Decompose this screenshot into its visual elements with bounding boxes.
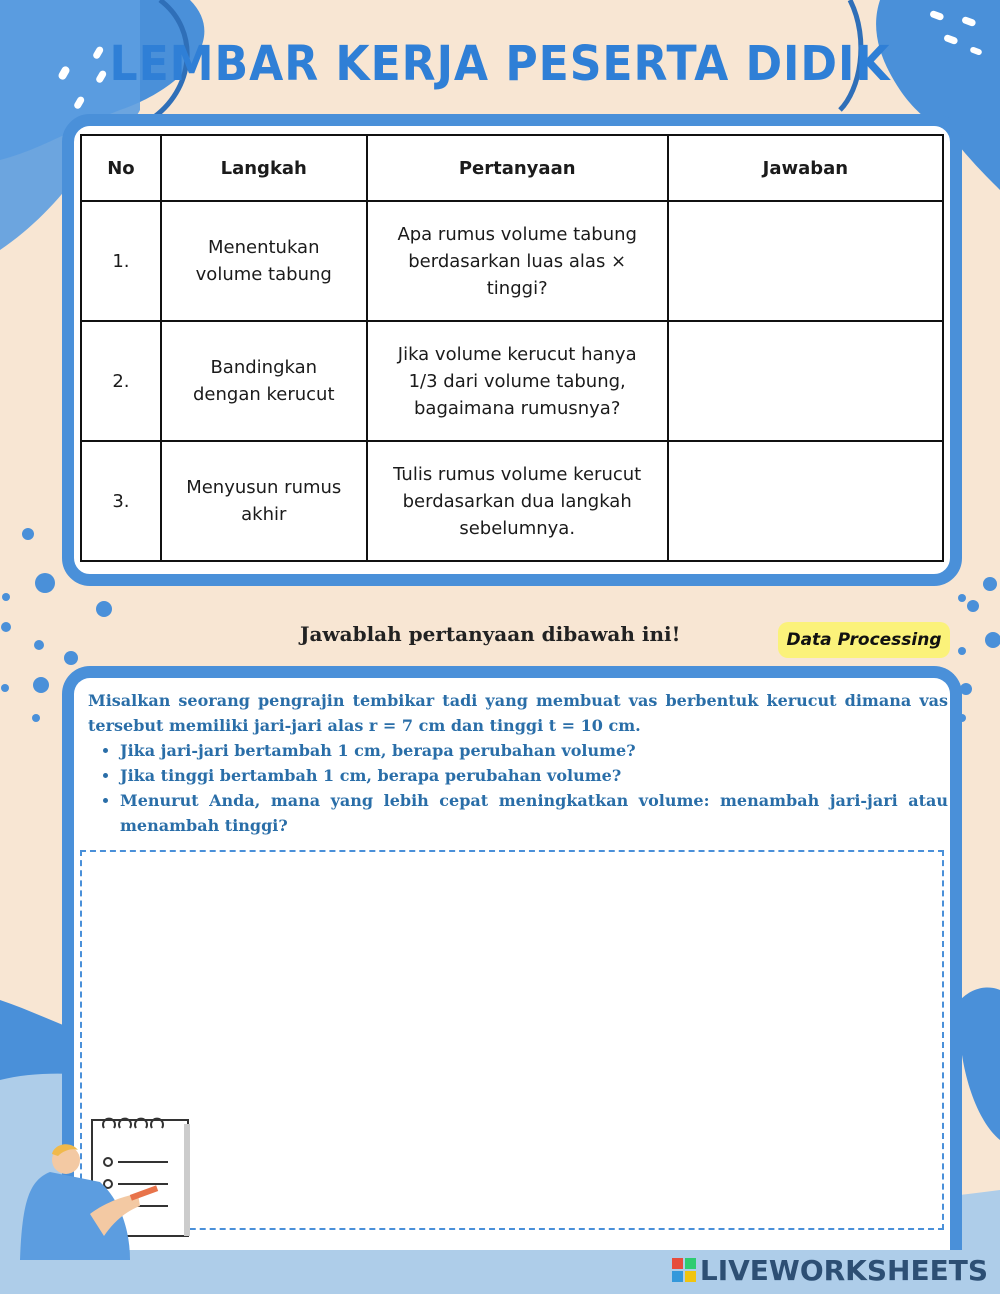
liveworksheets-logo-icon — [672, 1258, 696, 1282]
list-item: • Jika tinggi bertambah 1 cm, berapa perubahan volume? — [120, 763, 948, 788]
answer-cell[interactable] — [668, 321, 943, 441]
table-row — [81, 201, 943, 321]
column-header-jawaban: Jawaban — [668, 135, 943, 201]
column-header-langkah: Langkah — [161, 135, 367, 201]
row-number: 1. — [81, 201, 161, 321]
liveworksheets-logo[interactable] — [672, 1252, 988, 1288]
steps-table — [80, 134, 944, 562]
list-item: • Jika jari-jari bertambah 1 cm, berapa perubahan volume? — [120, 738, 948, 763]
table-row — [81, 441, 943, 561]
row-question: Apa rumus volume tabung berdasarkan luas alas × tinggi? — [367, 201, 668, 321]
problem-text — [88, 688, 948, 838]
answer-cell[interactable] — [668, 201, 943, 321]
row-step: Bandingkan dengan kerucut — [161, 321, 367, 441]
problem-question-list — [88, 738, 948, 838]
row-question: Tulis rumus volume kerucut berdasarkan dua langkah sebelumnya. — [367, 441, 668, 561]
row-step: Menentukan volume tabung — [161, 201, 367, 321]
instruction-prompt: Jawablah pertanyaan dibawah ini! — [300, 622, 681, 646]
column-header-no: No — [81, 135, 161, 201]
page-title: LEMBAR KERJA PESERTA DIDIK — [109, 36, 891, 92]
table-row — [81, 321, 943, 441]
logo-text: LIVEWORKSHEETS — [699, 1253, 988, 1287]
row-number: 3. — [81, 441, 161, 561]
table-header-row — [81, 135, 943, 201]
row-question: Jika volume kerucut hanya 1/3 dari volume tabung, bagaimana rumusnya? — [367, 321, 668, 441]
column-header-pertanyaan: Pertanyaan — [367, 135, 668, 201]
steps-panel — [62, 114, 962, 586]
row-number: 2. — [81, 321, 161, 441]
data-processing-badge: Data Processing — [778, 622, 950, 658]
student-notepad-illustration — [20, 1110, 200, 1260]
answer-cell[interactable] — [668, 441, 943, 561]
list-item: • Menurut Anda, mana yang lebih cepat meningkatkan volume: menambah jari-jari atau menambah tinggi? — [120, 788, 948, 838]
problem-intro: Misalkan seorang pengrajin tembikar tadi yang membuat vas berbentuk kerucut dimana vas tersebut memiliki jari-jari alas r = 7 cm dan tinggi t = 10 cm. — [88, 691, 948, 735]
row-step: Menyusun rumus akhir — [161, 441, 367, 561]
answer-box[interactable] — [80, 850, 944, 1230]
